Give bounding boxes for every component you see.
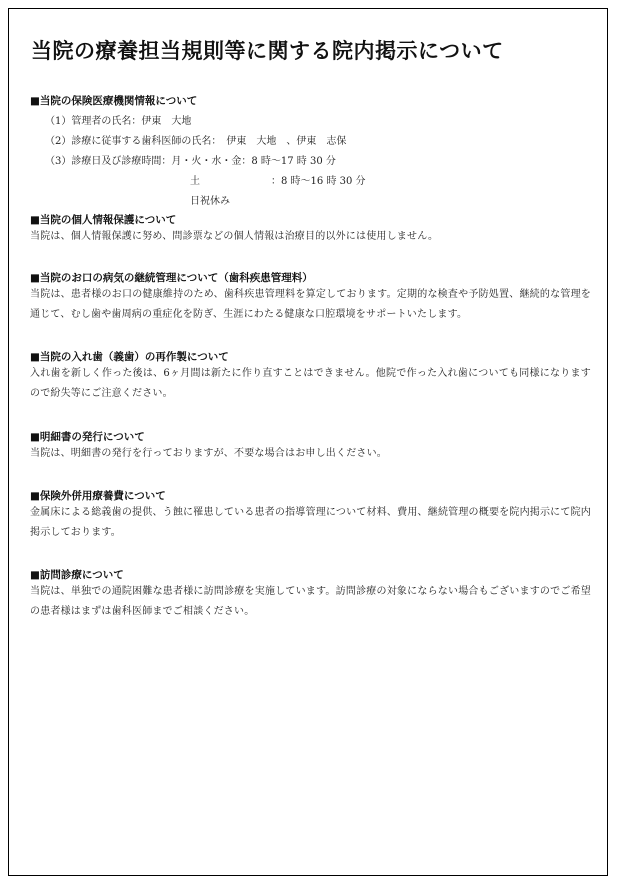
- info-hours-saturday-day: 土: [190, 176, 200, 187]
- info-item-manager: （1）管理者の氏名：伊東 大地: [45, 116, 192, 127]
- section-heading-info: ■当院の保険医療機関情報について: [30, 95, 198, 107]
- section-heading-receipt: ■明細書の発行について: [30, 431, 145, 443]
- section-text-dentures: 入れ歯を新しく作った後は、6ヶ月間は新たに作り直すことはできません。他院で作った入れ歯についても同様になりますので紛失等にご注意ください。: [30, 368, 591, 399]
- section-heading-oral: ■当院のお口の病気の継続管理について（歯科疾患管理料）: [30, 272, 313, 284]
- info-item-hours: （3）診療日及び診療時間：月・火・水・金：8 時～17 時 30 分: [45, 156, 336, 167]
- info-closed-days: 日祝休み: [190, 196, 230, 207]
- section-heading-visit: ■訪問診療について: [30, 569, 124, 581]
- info-hours-saturday-time: ：8 時～16 時 30 分: [271, 176, 366, 187]
- info-item-dentists: （2）診療に従事する歯科医師の氏名： 伊東 大地 、伊東 志保: [45, 136, 347, 147]
- section-text-oral: 当院は、患者様のお口の健康維持のため、歯科疾患管理料を算定しております。定期的な検査や予防処置、継続的な管理を通じて、むし歯や歯周病の重症化を防ぎ、生涯にわたる健康な口腔環境をサポートいたします。: [30, 289, 591, 320]
- page-title: 当院の療養担当規則等に関する院内掲示について: [31, 39, 504, 63]
- section-heading-dentures: ■当院の入れ歯（義歯）の再作製について: [30, 351, 229, 363]
- section-heading-extra: ■保険外併用療養費について: [30, 490, 166, 502]
- notice-sheet: [8, 8, 608, 876]
- section-text-extra: 金属床による総義歯の提供、う蝕に罹患している患者の指導管理について材料、費用、継続管理の概要を院内掲示にて院内掲示しております。: [30, 507, 591, 538]
- section-text-visit: 当院は、単独での通院困難な患者様に訪問診療を実施しています。訪問診療の対象にならない場合もございますのでご希望の患者様はまずは歯科医師までご相談ください。: [30, 586, 591, 617]
- section-text-privacy: 当院は、個人情報保護に努め、問診票などの個人情報は治療目的以外には使用しません。: [30, 231, 439, 242]
- section-heading-privacy: ■当院の個人情報保護について: [30, 214, 177, 226]
- section-text-receipt: 当院は、明細書の発行を行っておりますが、不要な場合はお申し出ください。: [30, 448, 387, 459]
